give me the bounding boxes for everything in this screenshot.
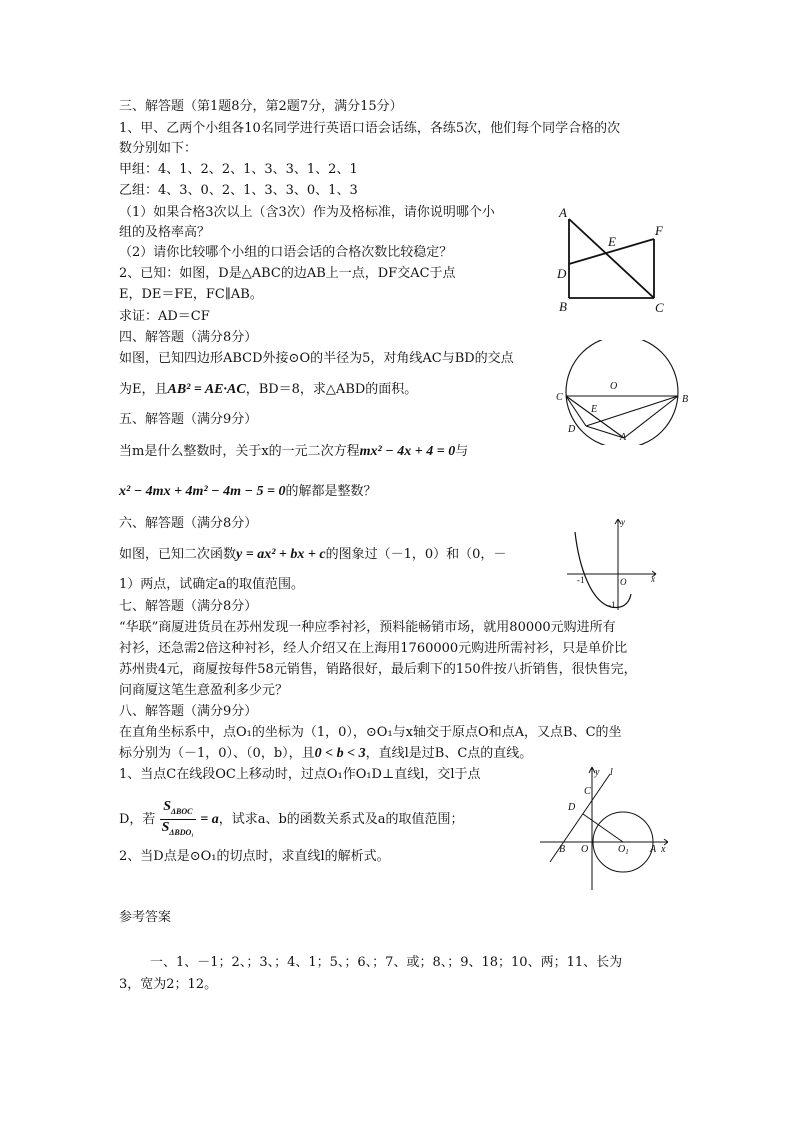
segment-da	[586, 426, 624, 438]
parabola-curve	[575, 532, 631, 607]
q8-text-2	[119, 746, 532, 762]
q8-part1-tail: ，试求a、b的函数关系式及a的取值范围；	[218, 811, 464, 827]
q8-d-if: D，若	[119, 811, 156, 827]
q3-1-text-cont: 数分别如下：	[119, 141, 198, 156]
label-d: D	[557, 266, 567, 281]
q4-text-cont	[119, 382, 417, 398]
q8-equals-a: = a	[200, 811, 219, 827]
q8-tail: ，直线l是过B、C点的直线。	[365, 746, 533, 761]
q7-text-3: 苏州贵4元，商厦按每件58元销售，销路很好，最后剩下的150件按八折销售，很快售完，	[119, 662, 637, 677]
q7-text-1: “华联”商厦进货员在苏州发现一种应季衬衫，预料能畅销市场，就用80000元购进所有	[119, 620, 616, 635]
q8-fraction	[160, 799, 197, 840]
q4-formula: AB² = AE·AC	[167, 382, 246, 397]
label-l: l	[610, 767, 613, 778]
answers-line-2: 3，宽为2；12。	[119, 977, 218, 992]
segment-o1d	[583, 814, 623, 842]
label-o: O	[581, 844, 589, 855]
q7-text-2: 衬衫，还急需2倍这种衬衫，经人介绍又在上海用1760000元购进所需衬衫，只是单价比	[119, 641, 628, 656]
label-o: O	[610, 381, 618, 392]
q4-lead: 为E，且	[119, 382, 168, 397]
segment-bd	[586, 396, 678, 426]
label-c: C	[655, 300, 664, 315]
label-d: D	[568, 424, 576, 435]
group-jia-data: 甲组：4、1、2、2、1、3、3、1、2、1	[119, 162, 358, 177]
label-c: C	[556, 392, 563, 403]
label-minus-one-x: -1	[577, 575, 585, 585]
q6-tail: 的图象过（－1，0）和（0，－	[325, 547, 507, 562]
q5-equation-2: x² − 4mx + 4m² − 4m − 5 = 0	[119, 484, 286, 499]
q8-text-1: 在直角坐标系中，点O₁的坐标为（1，0），⊙O₁与x轴交于原点O和点A，又点B、C的坐	[119, 725, 622, 740]
label-a: A	[620, 432, 627, 443]
circle-line-figure	[540, 764, 674, 892]
segment-ab	[624, 396, 678, 438]
answers-line-1: 一、1、－1；2、；3、；4、1；5、；6、；7、或；8、；9、18；10、两；11、长为	[150, 955, 623, 970]
q3-1-text: 1、甲、乙两个小组各10名同学进行英语口语会话练，各练5次，他们每个同学合格的次	[119, 121, 621, 136]
segment-ac	[569, 219, 654, 298]
label-origin: O	[620, 577, 627, 587]
label-a: A	[650, 844, 657, 855]
q3-2-text: 2、已知：如图，D是△ABC的边AB上一点，DF交AC于点	[119, 266, 456, 281]
label-minus-one-y: -1	[608, 600, 616, 610]
circle-quadrilateral-figure	[556, 340, 696, 445]
q4-text: 如图，已知四边形ABCD外接⊙O的半径为5，对角线AC与BD的交点	[119, 351, 514, 366]
fraction-denominator: $S_{\Delta BDO_1}$	[161, 819, 195, 837]
q5-and: 与	[455, 444, 469, 459]
section-3-heading: 三、解答题（第1题8分，第2题7分，满分15分）	[119, 99, 403, 114]
label-d: D	[568, 802, 576, 813]
q3-1-part2: （2）请你比较哪个小组的口语会话的合格次数比较稳定？	[119, 245, 453, 260]
label-c: C	[584, 786, 591, 797]
section-6-heading: 六、解答题（满分8分）	[119, 516, 258, 531]
section-7-heading: 七、解答题（满分8分）	[119, 599, 258, 614]
q8-lead: 标分别为（－1，0）、（0，b），且	[119, 746, 315, 761]
q8-part1-cont	[119, 799, 464, 840]
q8-part1: 1、当点C在线段OC上移动时，过点O₁作O₁D⊥直线l，交l于点	[119, 767, 481, 782]
label-y: y	[621, 517, 625, 527]
parabola-figure	[563, 512, 665, 612]
fraction-numerator: $S_{\Delta BOC}$	[160, 799, 197, 820]
label-x: x	[661, 844, 666, 855]
label-e: E	[591, 404, 598, 415]
q5-tail: 的解都是整数？	[285, 484, 377, 499]
label-e: E	[608, 234, 616, 249]
circle-o	[566, 340, 678, 445]
q6-function: y = ax² + bx + c	[236, 547, 326, 562]
q7-text-4: 问商厦这笔生意盈利多少元？	[119, 683, 289, 698]
label-x: x	[651, 574, 655, 584]
q5-lead: 当m是什么整数时，关于x的一元二次方程	[119, 444, 360, 459]
section-8-heading: 八、解答题（满分9分）	[119, 704, 258, 719]
label-a: A	[559, 205, 567, 220]
section-5-heading: 五、解答题（满分9分）	[119, 412, 258, 427]
q4-tail: ，BD＝8，求△ABD的面积。	[245, 382, 418, 397]
q5-text-cont	[119, 484, 376, 500]
q8-inequality: 0 < b < 3	[314, 746, 366, 761]
q6-text	[119, 547, 506, 563]
triangle-figure	[553, 201, 673, 318]
label-b: B	[682, 394, 689, 405]
answers-heading: 参考答案	[119, 910, 172, 925]
q8-part2: 2、当D点是⊙O₁的切点时，求直线l的解析式。	[119, 849, 390, 864]
q3-1-part1-cont: 组的及格率高？	[119, 225, 211, 240]
q3-1-part1: （1）如果合格3次以上（含3次）作为及格标准，请你说明哪个小	[119, 205, 495, 220]
label-b: B	[559, 299, 567, 314]
group-yi-data: 乙组：4、3、0、2、1、3、3、0、1、3	[119, 183, 358, 198]
q6-text-cont: 1）两点，试确定a的取值范围。	[119, 577, 305, 592]
q3-2-prove: 求证：AD＝CF	[119, 309, 210, 324]
section-4-heading: 四、解答题（满分8分）	[119, 330, 258, 345]
label-b: B	[559, 844, 566, 855]
label-f: F	[655, 223, 663, 238]
q6-lead: 如图，已知二次函数	[119, 547, 237, 562]
label-y: y	[595, 767, 600, 778]
label-o1: $O_1$	[618, 844, 629, 856]
q3-2-text-cont: E，DE＝FE，FC∥AB。	[119, 287, 263, 302]
q5-equation-1: mx² − 4x + 4 = 0	[359, 444, 456, 459]
q5-text	[119, 444, 468, 460]
